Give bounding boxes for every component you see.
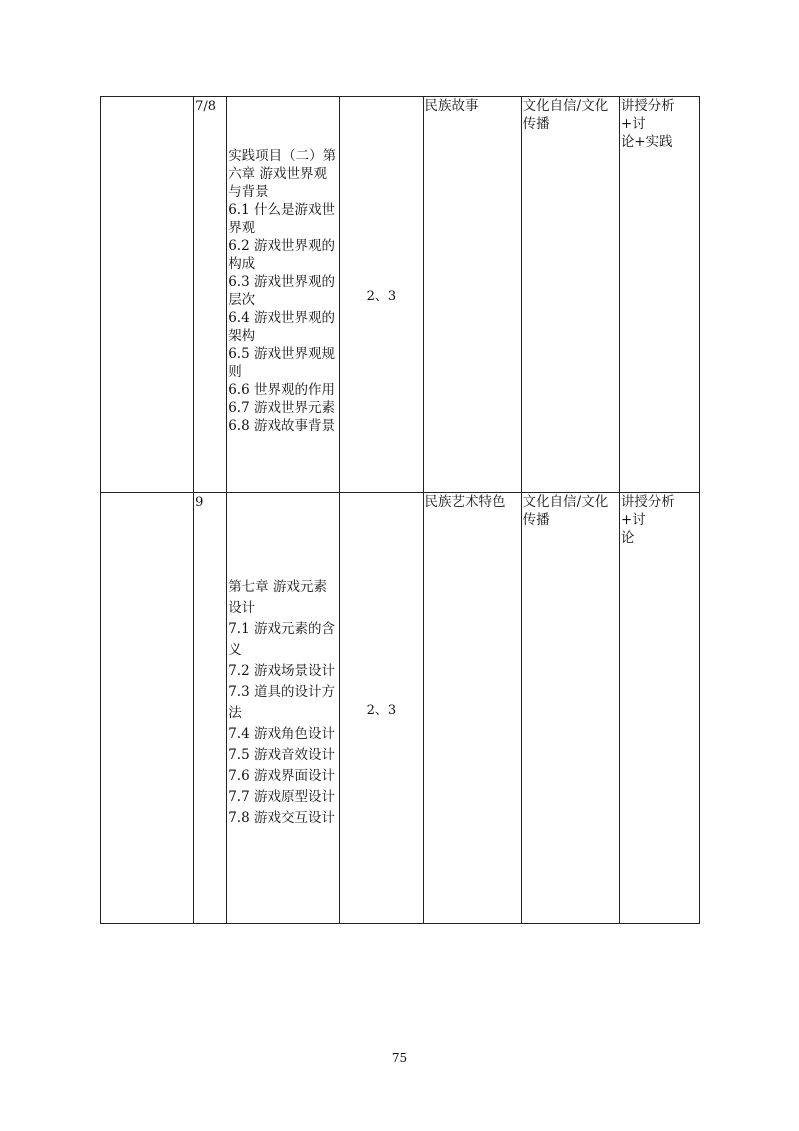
ideology-goal-line: 文化自信/文化 [522, 98, 609, 114]
content-line: 义 [228, 642, 242, 658]
content-line: 6.2 游戏世界观的 [228, 238, 335, 254]
content-line: 实践项目（二）第 [228, 148, 337, 164]
content-line: 6.6 世界观的作用 [228, 382, 335, 398]
ideology-element-cell [423, 493, 521, 924]
teaching-method-line: 论+实践 [620, 134, 673, 150]
blank-cell [101, 493, 194, 924]
content-cell [227, 493, 340, 924]
teaching-method-line: 讲授分析+讨 [620, 494, 675, 528]
content-line: 架构 [228, 328, 256, 344]
table-row [101, 97, 700, 493]
ideology-goal-line: 传播 [522, 116, 550, 132]
ideology-goal-cell [521, 493, 619, 924]
content-line: 6.1 什么是游戏世 [228, 202, 335, 218]
content-line: 7.6 游戏界面设计 [228, 768, 335, 784]
content-line: 则 [228, 364, 242, 380]
content-line: 7.2 游戏场景设计 [228, 663, 335, 679]
teaching-method-cell [619, 97, 699, 493]
course-schedule-table [100, 96, 700, 924]
content-cell [227, 97, 340, 493]
table-row [101, 493, 700, 924]
content-line: 第七章 游戏元素 [228, 579, 327, 595]
teaching-method-cell [619, 493, 699, 924]
ideology-element: 民族艺术特色 [424, 494, 506, 510]
week-cell: 7/8 [194, 97, 227, 493]
content-line: 7.8 游戏交互设计 [228, 810, 335, 826]
content-line: 层次 [228, 292, 256, 308]
content-line: 6.7 游戏世界元素 [228, 400, 335, 416]
page-number: 75 [391, 1051, 408, 1065]
content-line: 六章 游戏世界观 [228, 166, 327, 182]
content-line: 6.3 游戏世界观的 [228, 274, 335, 290]
hours-cell: 2、3 [340, 97, 423, 493]
content-line: 7.3 道具的设计方 [228, 684, 335, 700]
ideology-goal-line: 文化自信/文化 [522, 494, 609, 510]
ideology-element-cell [423, 97, 521, 493]
content-line: 7.1 游戏元素的含 [228, 621, 335, 637]
hours-cell: 2、3 [340, 493, 423, 924]
week-cell: 9 [194, 493, 227, 924]
ideology-element: 民族故事 [424, 98, 479, 114]
content-line: 界观 [228, 220, 256, 236]
content-line: 6.5 游戏世界观规 [228, 346, 335, 362]
content-line: 7.5 游戏音效设计 [228, 747, 335, 763]
content-line: 构成 [228, 256, 256, 272]
content-line: 法 [228, 705, 242, 721]
blank-cell [101, 97, 194, 493]
content-line: 7.7 游戏原型设计 [228, 789, 335, 805]
ideology-goal-cell [521, 97, 619, 493]
teaching-method-line: 论 [620, 530, 635, 546]
content-line: 与背景 [228, 184, 269, 200]
content-line: 设计 [228, 600, 256, 616]
content-line: 7.4 游戏角色设计 [228, 726, 335, 742]
ideology-goal-line: 传播 [522, 512, 550, 528]
content-line: 6.4 游戏世界观的 [228, 310, 335, 326]
teaching-method-line: 讲授分析+讨 [620, 98, 675, 132]
content-line: 6.8 游戏故事背景 [228, 418, 335, 434]
